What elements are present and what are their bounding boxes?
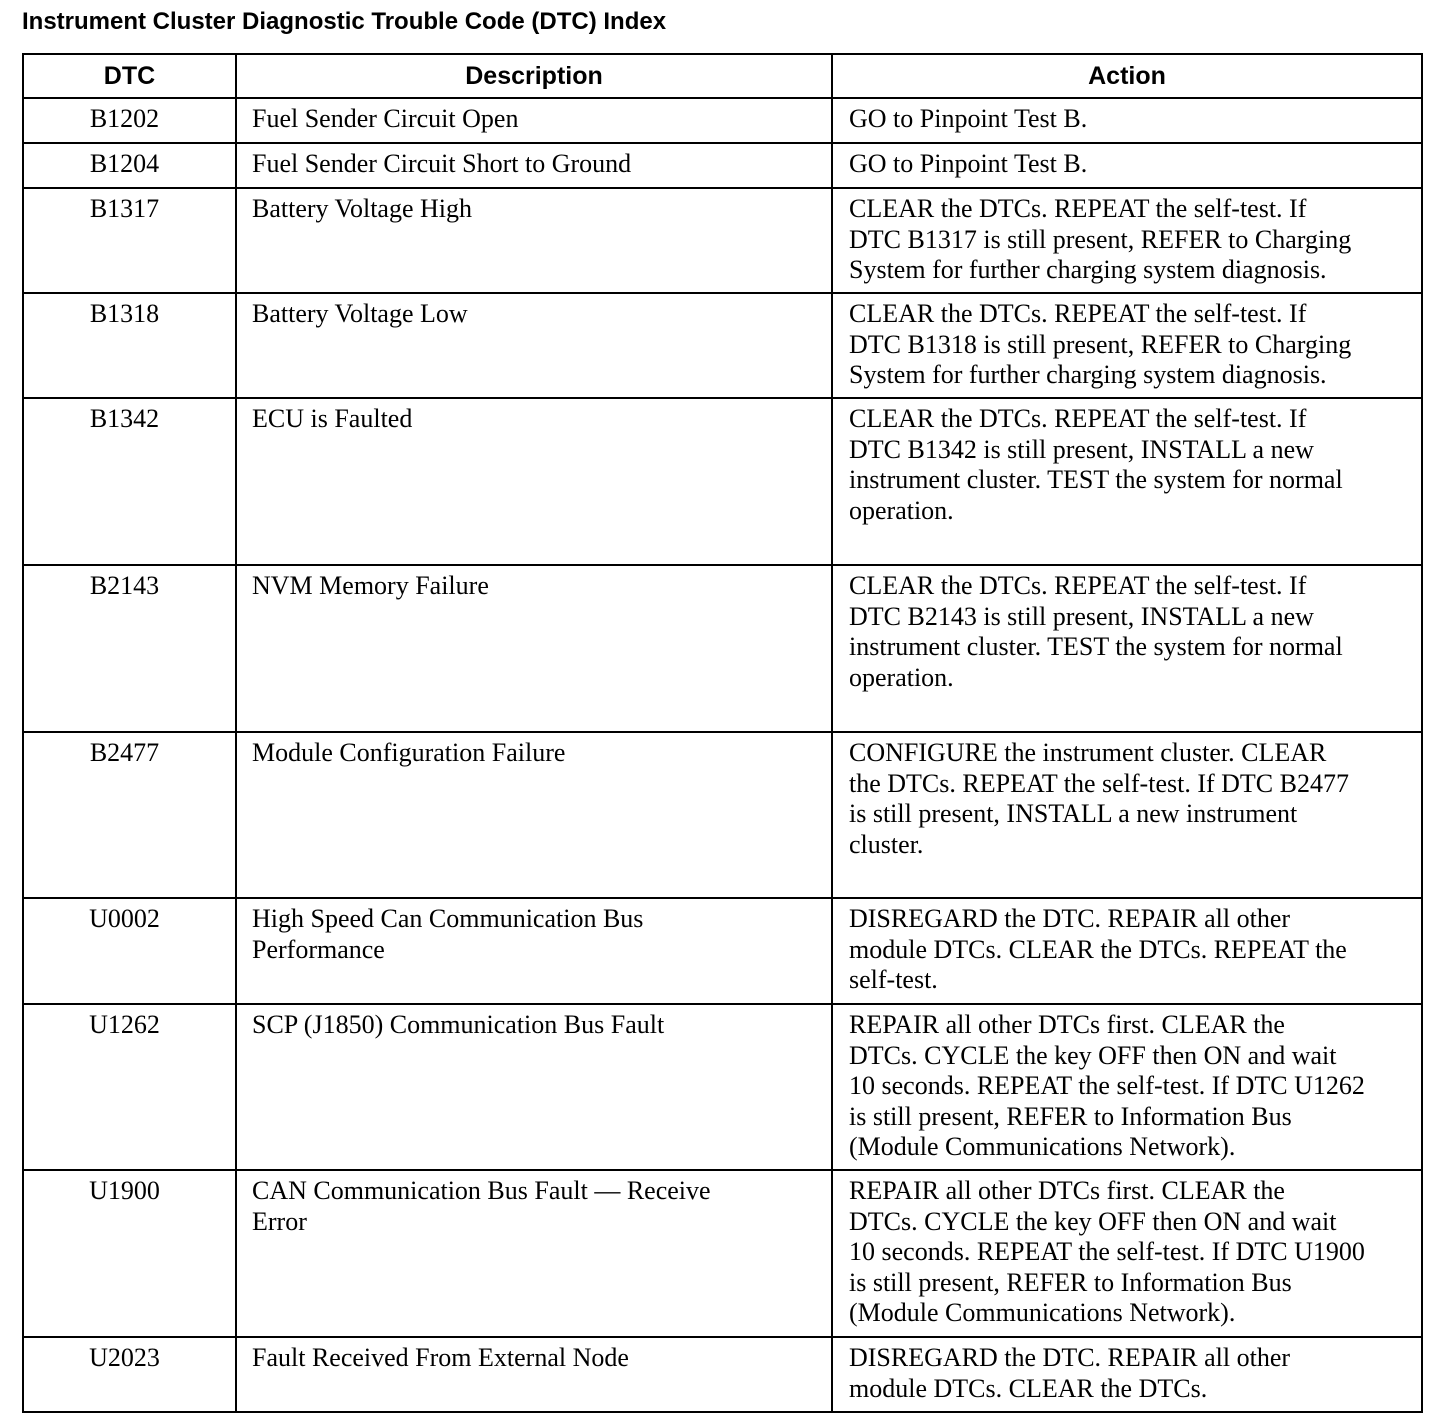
table-row <box>23 98 1422 143</box>
dtc-action-line: DTC B2143 is still present, INSTALL a new <box>849 601 1314 631</box>
dtc-action-line: REPAIR all other DTCs first. CLEAR the <box>849 1176 1285 1205</box>
dtc-action-line: DISREGARD the DTC. REPAIR all other <box>849 1343 1291 1372</box>
dtc-action-line: GO to Pinpoint Test B. <box>849 104 1088 133</box>
dtc-description-line: Fault Received From External Node <box>252 1343 629 1372</box>
dtc-action-line: cluster. <box>849 829 924 859</box>
dtc-description <box>236 98 832 143</box>
dtc-action <box>832 565 1422 732</box>
dtc-description <box>236 1170 832 1337</box>
table-row <box>23 732 1422 898</box>
dtc-action <box>832 98 1422 143</box>
dtc-table <box>22 53 1423 1413</box>
dtc-action-line: System for further charging system diagnosis. <box>849 255 1327 284</box>
dtc-code: B2143 <box>23 565 236 732</box>
dtc-action <box>832 188 1422 293</box>
dtc-description <box>236 293 832 398</box>
dtc-action-line: is still present, INSTALL a new instrument <box>849 799 1298 828</box>
dtc-code: U0002 <box>23 898 236 1004</box>
dtc-description <box>236 1004 832 1170</box>
dtc-description <box>236 188 832 293</box>
header-action: Action <box>832 54 1422 98</box>
table-row <box>23 188 1422 293</box>
dtc-action-line: System for further charging system diagnosis. <box>849 360 1327 389</box>
dtc-action-line: self-test. <box>849 965 938 994</box>
table-row <box>23 565 1422 732</box>
dtc-description-line: High Speed Can Communication Bus <box>252 904 644 933</box>
dtc-description <box>236 565 832 732</box>
dtc-description-line: Battery Voltage Low <box>252 299 468 328</box>
dtc-code: B1342 <box>23 398 236 565</box>
dtc-code: B1202 <box>23 98 236 143</box>
dtc-description <box>236 398 832 565</box>
dtc-action-line: 10 seconds. REPEAT the self-test. If DTC U1262 <box>849 1071 1365 1100</box>
dtc-code: B1204 <box>23 143 236 188</box>
dtc-action-line: DISREGARD the DTC. REPAIR all other <box>849 904 1291 933</box>
dtc-description-line: ECU is Faulted <box>252 404 413 433</box>
dtc-action-line: DTC B1317 is still present, REFER to Charging <box>849 224 1352 254</box>
dtc-action-line: CLEAR the DTCs. REPEAT the self-test. If <box>849 404 1307 433</box>
dtc-action-line: instrument cluster. TEST the system for normal <box>849 632 1343 661</box>
dtc-description <box>236 1337 832 1412</box>
dtc-description <box>236 143 832 188</box>
dtc-action <box>832 143 1422 188</box>
dtc-action <box>832 1337 1422 1412</box>
dtc-action-line: CONFIGURE the instrument cluster. CLEAR <box>849 738 1327 767</box>
table-row <box>23 1004 1422 1170</box>
table-row <box>23 143 1422 188</box>
table-row <box>23 1337 1422 1412</box>
dtc-action-line: DTCs. CYCLE the key OFF then ON and wait <box>849 1206 1337 1236</box>
dtc-action-line: instrument cluster. TEST the system for normal <box>849 465 1343 494</box>
dtc-description-line: Battery Voltage High <box>252 194 473 223</box>
dtc-action <box>832 398 1422 565</box>
dtc-action-line: module DTCs. CLEAR the DTCs. <box>849 1373 1208 1403</box>
dtc-action-line: operation. <box>849 495 954 525</box>
header-description: Description <box>236 54 832 98</box>
dtc-description-line: CAN Communication Bus Fault — Receive <box>252 1176 711 1205</box>
dtc-action-line: DTCs. CYCLE the key OFF then ON and wait <box>849 1040 1337 1070</box>
dtc-description <box>236 898 832 1004</box>
dtc-description-line: SCP (J1850) Communication Bus Fault <box>252 1010 665 1039</box>
dtc-action-line: 10 seconds. REPEAT the self-test. If DTC U1900 <box>849 1237 1365 1266</box>
dtc-action <box>832 1170 1422 1337</box>
dtc-action <box>832 898 1422 1004</box>
dtc-action-line: (Module Communications Network). <box>849 1132 1236 1161</box>
dtc-description-line: Fuel Sender Circuit Short to Ground <box>252 149 632 178</box>
dtc-action <box>832 732 1422 898</box>
dtc-action-line: (Module Communications Network). <box>849 1298 1236 1327</box>
dtc-action-line: operation. <box>849 662 954 692</box>
dtc-action-line: REPAIR all other DTCs first. CLEAR the <box>849 1010 1285 1039</box>
dtc-action <box>832 1004 1422 1170</box>
table-row <box>23 293 1422 398</box>
dtc-description-line: Error <box>252 1206 307 1236</box>
dtc-code: B2477 <box>23 732 236 898</box>
dtc-description-line: Module Configuration Failure <box>252 738 566 767</box>
header-dtc: DTC <box>23 54 236 98</box>
table-row <box>23 898 1422 1004</box>
dtc-action-line: CLEAR the DTCs. REPEAT the self-test. If <box>849 571 1307 600</box>
table-header-row <box>23 54 1422 98</box>
dtc-action-line: CLEAR the DTCs. REPEAT the self-test. If <box>849 299 1307 328</box>
dtc-code: U2023 <box>23 1337 236 1412</box>
dtc-description <box>236 732 832 898</box>
dtc-action-line: GO to Pinpoint Test B. <box>849 149 1088 178</box>
dtc-action <box>832 293 1422 398</box>
dtc-code: B1317 <box>23 188 236 293</box>
dtc-code: B1318 <box>23 293 236 398</box>
dtc-action-line: is still present, REFER to Information Bus <box>849 1267 1292 1297</box>
dtc-action-line: is still present, REFER to Information Bus <box>849 1101 1292 1131</box>
dtc-action-line: the DTCs. REPEAT the self-test. If DTC B2477 <box>849 768 1349 798</box>
table-row <box>23 398 1422 565</box>
dtc-action-line: CLEAR the DTCs. REPEAT the self-test. If <box>849 194 1307 223</box>
dtc-description-line: NVM Memory Failure <box>252 571 489 600</box>
dtc-action-line: module DTCs. CLEAR the DTCs. REPEAT the <box>849 934 1347 964</box>
dtc-action-line: DTC B1342 is still present, INSTALL a new <box>849 434 1314 464</box>
dtc-action-line: DTC B1318 is still present, REFER to Charging <box>849 329 1352 359</box>
dtc-code: U1262 <box>23 1004 236 1170</box>
table-row <box>23 1170 1422 1337</box>
dtc-description-line: Fuel Sender Circuit Open <box>252 104 519 133</box>
page-title: Instrument Cluster Diagnostic Trouble Code (DTC) Index <box>22 8 667 35</box>
dtc-code: U1900 <box>23 1170 236 1337</box>
dtc-description-line: Performance <box>252 934 385 964</box>
